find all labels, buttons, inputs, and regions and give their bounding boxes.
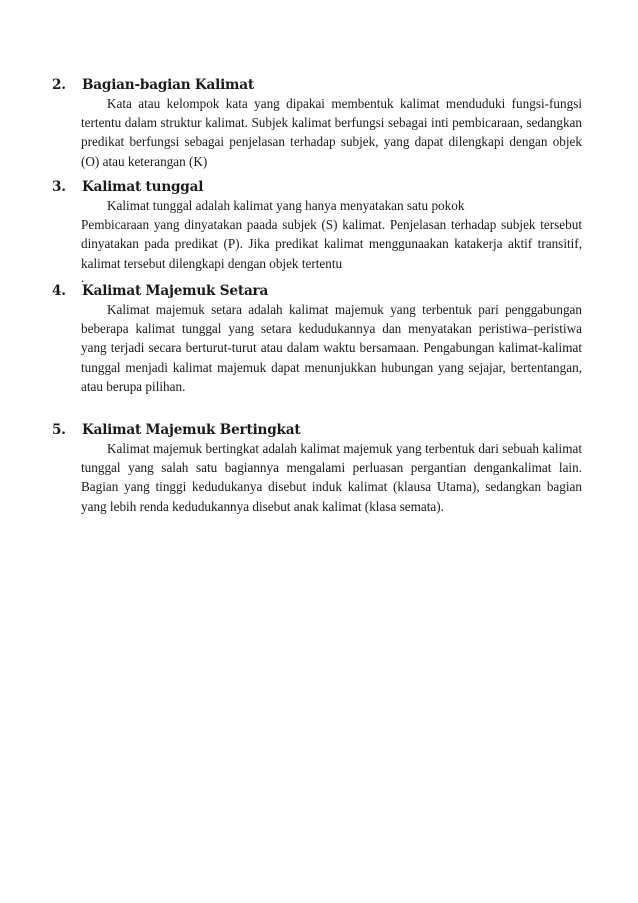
section-title: Kalimat Majemuk Bertingkat xyxy=(82,422,301,438)
paragraph: Kata atau kelompok kata yang dipakai membentuk kalimat menduduki fungsi-fungsi tertentu dalam struktur kalimat. Subjek kalimat berfungsi sebagai inti pembicaraan, sedangkan predikat berfungsi sebagai penjelasan terhadap subjek, yang dapat dilengkapi dengan objek (O) atau keterangan (K) xyxy=(81,96,582,169)
section-heading xyxy=(52,76,582,94)
section-heading xyxy=(52,178,582,196)
section-kalimat-tunggal xyxy=(52,178,582,285)
section-body xyxy=(81,439,582,516)
section-body xyxy=(81,300,582,396)
section-title: Bagian-bagian Kalimat xyxy=(82,77,254,93)
section-bagian-kalimat xyxy=(52,76,582,171)
section-heading xyxy=(52,421,582,439)
section-kalimat-majemuk-bertingkat xyxy=(52,421,582,516)
section-number: 4. xyxy=(52,283,66,299)
section-title: Kalimat Majemuk Setara xyxy=(82,283,269,299)
section-body xyxy=(81,196,582,285)
paragraph: Kalimat majemuk bertingkat adalah kalimat majemuk yang terbentuk dari sebuah kalimat tunggal yang salah satu bagiannya mengalami perluasan pergantian dengankalimat lain. Bagian yang tinggi kedudukanya disebut induk kalimat (klausa Utama), sedangkan bagian yang lebih renda kedudukannya disebut anak kalimat (klasa semata). xyxy=(81,441,582,514)
section-number: 5. xyxy=(52,422,66,438)
section-title: Kalimat tunggal xyxy=(82,179,204,195)
section-heading xyxy=(52,282,582,300)
paragraph: . xyxy=(81,269,85,285)
section-number: 2. xyxy=(52,77,66,93)
paragraph: Pembicaraan yang dinyatakan paada subjek (S) kalimat. Penjelasan terhadap subjek tersebut dinyatakan pada predikat (P). Jika predikat kalimat menggunaakan katakerja aktif transitif, kalimat tersebut dilengkapi dengan objek tertentu xyxy=(81,217,582,271)
section-kalimat-majemuk-setara xyxy=(52,282,582,396)
section-body xyxy=(81,94,582,171)
section-number: 3. xyxy=(52,179,66,195)
paragraph: Kalimat majemuk setara adalah kalimat majemuk yang terbentuk pari penggabungan beberapa kalimat tunggal yang setara kedudukannya dan menyatakan peristiwa–peristiwa yang terjadi secara berturut-turut atau dalam waktu bersamaan. Pengabungan kalimat-kalimat tunggal menjadi kalimat majemuk dapat menunjukkan hubungan yang sejajar, bertentangan, atau berupa pilihan. xyxy=(81,302,582,394)
paragraph: Kalimat tunggal adalah kalimat yang hanya menyatakan satu pokok xyxy=(107,198,465,213)
